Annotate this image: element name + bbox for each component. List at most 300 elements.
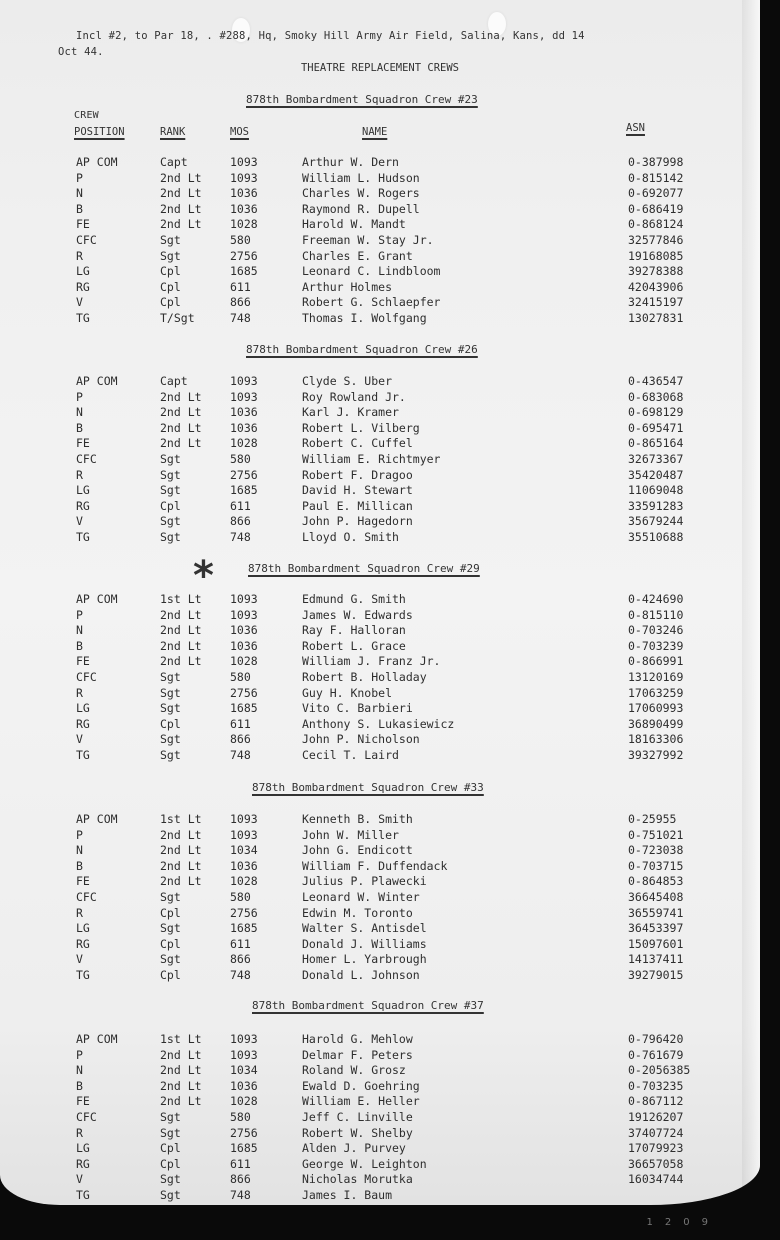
crew-member-row [0,748,760,764]
member-name: John W. Miller [302,827,399,842]
member-name: Vito C. Barbieri [302,701,413,716]
mos-code: 580 [230,1110,251,1124]
crew-position: V [76,1172,83,1187]
crew-position: N [76,405,83,420]
mos-code: 2756 [230,685,258,700]
crew-position: LG [76,1141,90,1156]
asn-number: 0-867112 [628,1094,684,1109]
column-header-position: POSITION [74,126,125,138]
rank: 2nd Lt [160,638,202,653]
crew-member-row [0,202,760,218]
crew-member-row [0,374,760,390]
asn-number: 36453397 [628,921,684,936]
rank: 2nd Lt [160,858,202,873]
rank: Sgt [160,921,181,936]
crew-position: TG [76,530,90,544]
crew-member-row [0,1157,760,1173]
crew-position: B [76,420,83,435]
asn-number: 42043906 [628,279,684,294]
crew-position: CFC [76,452,97,466]
mos-code: 2756 [230,905,258,920]
member-name: Harold G. Mehlow [302,1032,413,1046]
crew-member-row [0,1172,760,1188]
member-name: William E. Richtmyer [302,452,441,466]
mos-code: 1034 [230,843,258,858]
crew-position: FE [76,217,90,232]
member-name: William L. Hudson [302,170,420,185]
asn-number: 15097601 [628,936,684,951]
member-name: Clyde S. Uber [302,374,393,388]
crew-position: FE [76,874,90,889]
mos-code: 611 [230,716,251,731]
rank: 2nd Lt [160,201,202,216]
crew-position: LG [76,264,90,279]
mos-code: 1028 [230,217,258,232]
asn-number: 32415197 [628,295,684,310]
asn-number: 0-424690 [628,592,684,606]
asn-number: 19126207 [628,1110,684,1124]
mos-code: 1036 [230,405,258,420]
member-name: William F. Duffendack [302,858,448,873]
mos-code: 1093 [230,827,258,842]
mos-code: 1685 [230,921,258,936]
rank: Sgt [160,685,181,700]
member-name: Nicholas Morutka [302,1172,413,1187]
rank: 2nd Lt [160,436,202,451]
member-name: Paul E. Millican [302,498,413,513]
member-name: Arthur W. Dern [302,155,399,169]
asn-number: 0-815110 [628,607,684,622]
crew-member-row [0,280,760,296]
mos-code: 580 [230,233,251,247]
asn-number: 0-387998 [628,155,684,169]
mos-code: 866 [230,295,251,310]
member-name: Charles E. Grant [302,248,413,263]
mos-code: 1034 [230,1063,258,1078]
microfilm-frame-number: 1209 [646,1217,720,1228]
rank: 1st Lt [160,1032,202,1046]
asn-number: 35510688 [628,530,684,544]
asn-number: 13120169 [628,670,684,684]
member-name: Robert F. Dragoo [302,467,413,482]
mos-code: 1036 [230,186,258,201]
mos-code: 1093 [230,592,258,606]
asn-number: 17063259 [628,685,684,700]
asn-number: 0-703235 [628,1078,684,1093]
crew-position: RG [76,1156,90,1171]
asn-number: 0-703715 [628,858,684,873]
rank: 2nd Lt [160,389,202,404]
mos-code: 611 [230,279,251,294]
member-name: William J. Franz Jr. [302,654,441,669]
crew-position: TG [76,748,90,762]
crew-position: AP COM [76,592,118,606]
asn-number: 0-761679 [628,1047,684,1062]
crew-member-row [0,874,760,890]
rank: Sgt [160,1172,181,1187]
rank: 1st Lt [160,592,202,606]
member-name: Homer L. Yarbrough [302,952,427,967]
rank: 2nd Lt [160,170,202,185]
column-header-rank: RANK [160,126,186,138]
crew-member-row [0,1032,760,1048]
rank: Sgt [160,514,181,529]
asn-number: 37407724 [628,1125,684,1140]
asn-number: 0-2056385 [628,1063,691,1078]
crew-member-row [0,514,760,530]
asn-number: 0-723038 [628,843,684,858]
asn-number: 0-698129 [628,405,684,420]
crew-member-row [0,937,760,953]
crew-position: B [76,638,83,653]
crew-position: RG [76,279,90,294]
crew-position: RG [76,936,90,951]
mos-code: 580 [230,890,251,904]
rank: Capt [160,155,188,169]
asn-number: 0-436547 [628,374,684,388]
crew-position: V [76,732,83,747]
crew-member-row [0,499,760,515]
member-name: Edmund G. Smith [302,592,406,606]
crew-position: CFC [76,890,97,904]
asn-number: 36559741 [628,905,684,920]
crew-member-row [0,921,760,937]
member-name: Walter S. Antisdel [302,921,427,936]
member-name: Donald J. Williams [302,936,427,951]
crew-position: CFC [76,233,97,247]
crew-title: 878th Bombardment Squadron Crew #37 [252,999,484,1012]
crew-position: RG [76,716,90,731]
crew-member-row [0,1110,760,1126]
mos-code: 580 [230,670,251,684]
rank: Cpl [160,264,181,279]
crew-position: R [76,905,83,920]
asn-number: 0-865164 [628,436,684,451]
crew-member-row [0,686,760,702]
rank: Cpl [160,295,181,310]
column-header-crew: CREW [74,110,99,121]
member-name: Arthur Holmes [302,279,393,294]
mos-code: 611 [230,936,251,951]
mos-code: 1028 [230,1094,258,1109]
mos-code: 1036 [230,420,258,435]
crew-position: B [76,858,83,873]
crew-position: P [76,170,83,185]
mos-code: 580 [230,452,251,466]
rank: Sgt [160,483,181,498]
crew-member-row [0,623,760,639]
asn-number: 17079923 [628,1141,684,1156]
member-name: Jeff C. Linville [302,1110,413,1124]
crew-position: P [76,1047,83,1062]
member-name: Donald L. Johnson [302,968,420,982]
document-title: THEATRE REPLACEMENT CREWS [300,62,460,74]
asn-number: 33591283 [628,498,684,513]
crew-member-row [0,311,760,327]
member-name: James W. Edwards [302,607,413,622]
member-name: George W. Leighton [302,1156,427,1171]
rank: Cpl [160,279,181,294]
member-name: Robert W. Shelby [302,1125,413,1140]
member-name: John P. Nicholson [302,732,420,747]
crew-title: 878th Bombardment Squadron Crew #26 [246,343,478,356]
asn-number: 0-815142 [628,170,684,185]
crew-title: 878th Bombardment Squadron Crew #23 [246,93,478,106]
member-name: Lloyd O. Smith [302,530,399,544]
rank: Sgt [160,1110,181,1124]
crew-position: V [76,295,83,310]
header-line-2: Oct 44. [58,46,104,58]
rank: 2nd Lt [160,827,202,842]
rank: 2nd Lt [160,1094,202,1109]
asn-number: 39279015 [628,968,684,982]
crew-member-row [0,592,760,608]
rank: Cpl [160,1156,181,1171]
mos-code: 1093 [230,374,258,388]
mos-code: 1093 [230,812,258,826]
member-name: Edwin M. Toronto [302,905,413,920]
mos-code: 1036 [230,623,258,638]
crew-title: 878th Bombardment Squadron Crew #29 [248,562,480,575]
member-name: Cecil T. Laird [302,748,399,762]
crew-member-row [0,1079,760,1095]
mos-code: 1093 [230,1047,258,1062]
crew-member-row [0,828,760,844]
mos-code: 1036 [230,858,258,873]
crew-position: N [76,186,83,201]
crew-position: AP COM [76,155,118,169]
rank: 2nd Lt [160,607,202,622]
rank: Sgt [160,530,181,544]
rank: 2nd Lt [160,405,202,420]
crew-member-row [0,468,760,484]
asn-number: 13027831 [628,311,684,325]
crew-position: B [76,1078,83,1093]
crew-member-row [0,186,760,202]
rank: Sgt [160,1188,181,1202]
crew-position: AP COM [76,1032,118,1046]
rank: 2nd Lt [160,843,202,858]
rank: 2nd Lt [160,1078,202,1093]
member-name: Robert B. Holladay [302,670,427,684]
mos-code: 1685 [230,264,258,279]
crew-member-row [0,436,760,452]
mos-code: 1028 [230,436,258,451]
mos-code: 2756 [230,248,258,263]
asn-number: 35679244 [628,514,684,529]
rank: Sgt [160,248,181,263]
crew-position: N [76,623,83,638]
member-name: Charles W. Rogers [302,186,420,201]
rank: 2nd Lt [160,217,202,232]
crew-member-row [0,701,760,717]
crew-position: FE [76,654,90,669]
crew-position: P [76,607,83,622]
asn-number: 0-751021 [628,827,684,842]
column-header-name: NAME [362,126,388,138]
crew-position: LG [76,483,90,498]
asterisk-mark-icon: * [193,553,214,599]
mos-code: 1093 [230,170,258,185]
rank: Cpl [160,498,181,513]
asn-number: 0-868124 [628,217,684,232]
crew-member-row [0,217,760,233]
crew-member-row [0,608,760,624]
asn-number: 0-692077 [628,186,684,201]
column-header-mos: MOS [230,126,249,138]
mos-code: 1028 [230,654,258,669]
asn-number: 16034744 [628,1172,684,1187]
asn-number: 18163306 [628,732,684,747]
member-name: Roy Rowland Jr. [302,389,406,404]
mos-code: 866 [230,952,251,967]
rank: Sgt [160,670,181,684]
member-name: Raymond R. Dupell [302,201,420,216]
mos-code: 866 [230,1172,251,1187]
rank: 2nd Lt [160,1063,202,1078]
rank: 2nd Lt [160,1047,202,1062]
crew-position: AP COM [76,374,118,388]
crew-member-row [0,1126,760,1142]
crew-position: TG [76,311,90,325]
rank: Sgt [160,452,181,466]
member-name: Roland W. Grosz [302,1063,406,1078]
rank: 2nd Lt [160,654,202,669]
crew-position: N [76,843,83,858]
mos-code: 748 [230,1188,251,1202]
crew-position: TG [76,1188,90,1202]
mos-code: 611 [230,498,251,513]
crew-member-row [0,654,760,670]
asn-number: 0-796420 [628,1032,684,1046]
crew-member-row [0,421,760,437]
asn-number: 0-864853 [628,874,684,889]
rank: Sgt [160,467,181,482]
crew-member-row [0,670,760,686]
mos-code: 1036 [230,201,258,216]
crew-position: R [76,467,83,482]
crew-member-row [0,906,760,922]
mos-code: 748 [230,968,251,982]
mos-code: 1028 [230,874,258,889]
crew-member-row [0,155,760,171]
asn-number: 19168085 [628,248,684,263]
asn-number: 0-866991 [628,654,684,669]
rank: Sgt [160,890,181,904]
mos-code: 866 [230,732,251,747]
crew-member-row [0,952,760,968]
member-name: David H. Stewart [302,483,413,498]
mos-code: 1093 [230,1032,258,1046]
asn-number: 0-703239 [628,638,684,653]
crew-position: R [76,1125,83,1140]
crew-member-row [0,390,760,406]
member-name: Alden J. Purvey [302,1141,406,1156]
crew-member-row [0,264,760,280]
crew-position: LG [76,701,90,716]
mos-code: 1036 [230,1078,258,1093]
member-name: Delmar F. Peters [302,1047,413,1062]
rank: Sgt [160,952,181,967]
asn-number: 0-25955 [628,812,677,826]
crew-member-row [0,483,760,499]
crew-member-row [0,452,760,468]
asn-number: 36645408 [628,890,684,904]
mos-code: 1093 [230,389,258,404]
crew-member-row [0,249,760,265]
rank: Cpl [160,968,181,982]
rank: Sgt [160,701,181,716]
crew-member-row [0,171,760,187]
crew-position: LG [76,921,90,936]
column-header-asn: ASN [626,122,645,134]
asn-number: 39327992 [628,748,684,762]
member-name: Robert C. Cuffel [302,436,413,451]
asn-number: 0-686419 [628,201,684,216]
rank: Sgt [160,233,181,247]
member-name: Leonard W. Winter [302,890,420,904]
header-line-1: Incl #2, to Par 18, . #288, Hq, Smoky Hill Army Air Field, Salina, Kans, dd 14 [76,30,585,42]
rank: 2nd Lt [160,623,202,638]
rank: Sgt [160,732,181,747]
crew-member-row [0,233,760,249]
rank: 2nd Lt [160,186,202,201]
crew-member-row [0,1094,760,1110]
crew-position: CFC [76,1110,97,1124]
crew-member-row [0,295,760,311]
crew-position: CFC [76,670,97,684]
member-name: Ewald D. Goehring [302,1078,420,1093]
crew-position: V [76,952,83,967]
crew-member-row [0,812,760,828]
crew-member-row [0,405,760,421]
crew-position: R [76,248,83,263]
crew-position: P [76,827,83,842]
asn-number: 32577846 [628,233,684,247]
crew-title: 878th Bombardment Squadron Crew #33 [252,781,484,794]
member-name: Karl J. Kramer [302,405,399,420]
asn-number: 35420487 [628,467,684,482]
crew-member-row [0,890,760,906]
mos-code: 866 [230,514,251,529]
asn-number: 0-703246 [628,623,684,638]
rank: 2nd Lt [160,874,202,889]
member-name: James I. Baum [302,1188,393,1202]
member-name: Leonard C. Lindbloom [302,264,441,279]
mos-code: 1685 [230,483,258,498]
member-name: Anthony S. Lukasiewicz [302,716,455,731]
crew-position: FE [76,436,90,451]
mos-code: 611 [230,1156,251,1171]
crew-member-row [0,732,760,748]
mos-code: 748 [230,311,251,325]
crew-member-row [0,1188,760,1204]
rank: T/Sgt [160,311,195,325]
asn-number: 0-683068 [628,389,684,404]
asn-number: 32673367 [628,452,684,466]
rank: Cpl [160,905,181,920]
member-name: Robert L. Grace [302,638,406,653]
crew-member-row [0,859,760,875]
member-name: Thomas I. Wolfgang [302,311,427,325]
crew-position: B [76,201,83,216]
crew-member-row [0,1048,760,1064]
member-name: John P. Hagedorn [302,514,413,529]
crew-position: V [76,514,83,529]
asn-number: 39278388 [628,264,684,279]
mos-code: 2756 [230,1125,258,1140]
mos-code: 1685 [230,1141,258,1156]
